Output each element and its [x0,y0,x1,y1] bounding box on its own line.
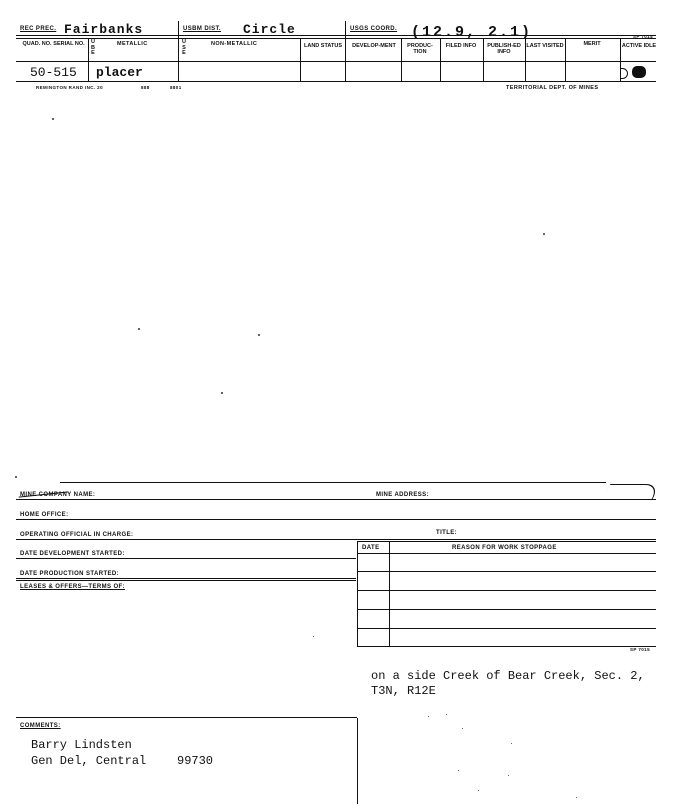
col-production: PRODUC-TION [407,43,433,55]
speck [543,233,545,235]
comments-zip: 99730 [177,754,214,768]
speck [462,728,463,729]
columns-rule [16,61,656,62]
usgs-coord-label: USGS COORD. [350,26,398,32]
speck [511,743,512,744]
speck [458,770,459,771]
printer-code-1: 888 [141,85,150,90]
rule [16,580,356,581]
header-rule-2 [16,38,656,39]
speck [478,790,479,791]
printer-mark: REMINGTON RAND INC. 20 [36,85,103,90]
col-active-idle: ACTIVE IDLE [621,43,657,49]
date-production-label: DATE PRODUCTION STARTED: [20,571,120,577]
speck [258,334,260,336]
title-label: TITLE: [436,530,458,536]
col-land-status: LAND STATUS [304,43,342,49]
comments-line-2: Gen Del, Central [31,754,147,768]
rule [16,558,356,559]
divider [88,38,89,82]
form-curl [602,484,662,499]
col-published-info: PUBLISH-ED INFO [487,43,521,55]
speck [428,716,429,717]
record-metallic: placer [96,65,143,80]
reason-column: REASON FOR WORK STOPPAGE [452,545,557,551]
col-merit: MERIT [583,41,601,47]
home-office-label: HOME OFFICE: [20,512,69,518]
operating-official-label: OPERATING OFFICIAL IN CHARGE: [20,532,134,538]
speck [138,328,140,330]
speck [508,775,509,776]
col-nonmetallic: NON-METALLIC [211,41,258,47]
rule [16,499,656,500]
active-mark-curve [621,68,628,79]
usbm-dist-value: Circle [243,22,296,37]
date-development-label: DATE DEVELOPMENT STARTED: [20,551,125,557]
date-column: DATE [362,545,380,551]
rule [16,519,656,520]
department-name: TERRITORIAL DEPT. OF MINES [506,85,599,91]
rule [16,539,656,540]
grid-rule [357,571,656,572]
rule [357,553,656,554]
row-rule [16,81,656,82]
rec-prec-label: REC PREC. [20,26,57,32]
col-last-visited: LAST VISITED [526,43,564,49]
col-u-nonmetallic: U S E [182,39,186,56]
speck [15,476,17,478]
col-metallic: METALLIC [117,41,148,47]
col-quad: QUAD. NO. [22,41,52,47]
active-mark [632,66,646,78]
divider [178,21,179,82]
speck [313,636,314,637]
leases-label: LEASES & OFFERS—TERMS OF: [20,584,126,590]
comments-label: COMMENTS: [20,723,61,729]
col-serial: SERIAL NO. [53,41,85,47]
form-top-rule [60,482,606,483]
speck [576,797,577,798]
rule [357,541,656,542]
divider [357,718,358,804]
location-line-2: T3N, R12E [371,684,436,698]
usbm-dist-label: USBM DIST. [183,26,222,32]
form-number: SP 7014 [633,34,653,39]
speck [446,714,447,715]
form-number-2: SP 7015 [630,647,650,652]
grid-rule [357,590,656,591]
grid-rule [357,628,656,629]
usgs-coord-value: (12.9, 2.1) [411,24,533,41]
col-filed-info: FILED INFO [445,43,477,49]
col-development: DEVELOP-MENT [352,43,396,49]
speck [221,392,223,394]
mine-company-label: MINE COMPANY NAME: [20,492,96,498]
printer-code-2: 8801 [170,85,182,90]
speck [52,118,54,120]
col-u-metallic: U B E [91,39,95,56]
divider [300,38,301,82]
rec-prec-value: Fairbanks [64,22,144,37]
grid-divider [357,541,358,647]
rule [16,717,357,718]
grid-rule [357,646,656,647]
record-quad-serial: 50-515 [30,65,77,80]
rule [16,578,356,579]
grid-divider [389,541,390,647]
grid-rule [357,609,656,610]
location-line-1: on a side Creek of Bear Creek, Sec. 2, [371,669,645,683]
mine-address-label: MINE ADDRESS: [376,492,429,498]
divider [345,21,346,82]
comments-line-1: Barry Lindsten [31,738,132,752]
